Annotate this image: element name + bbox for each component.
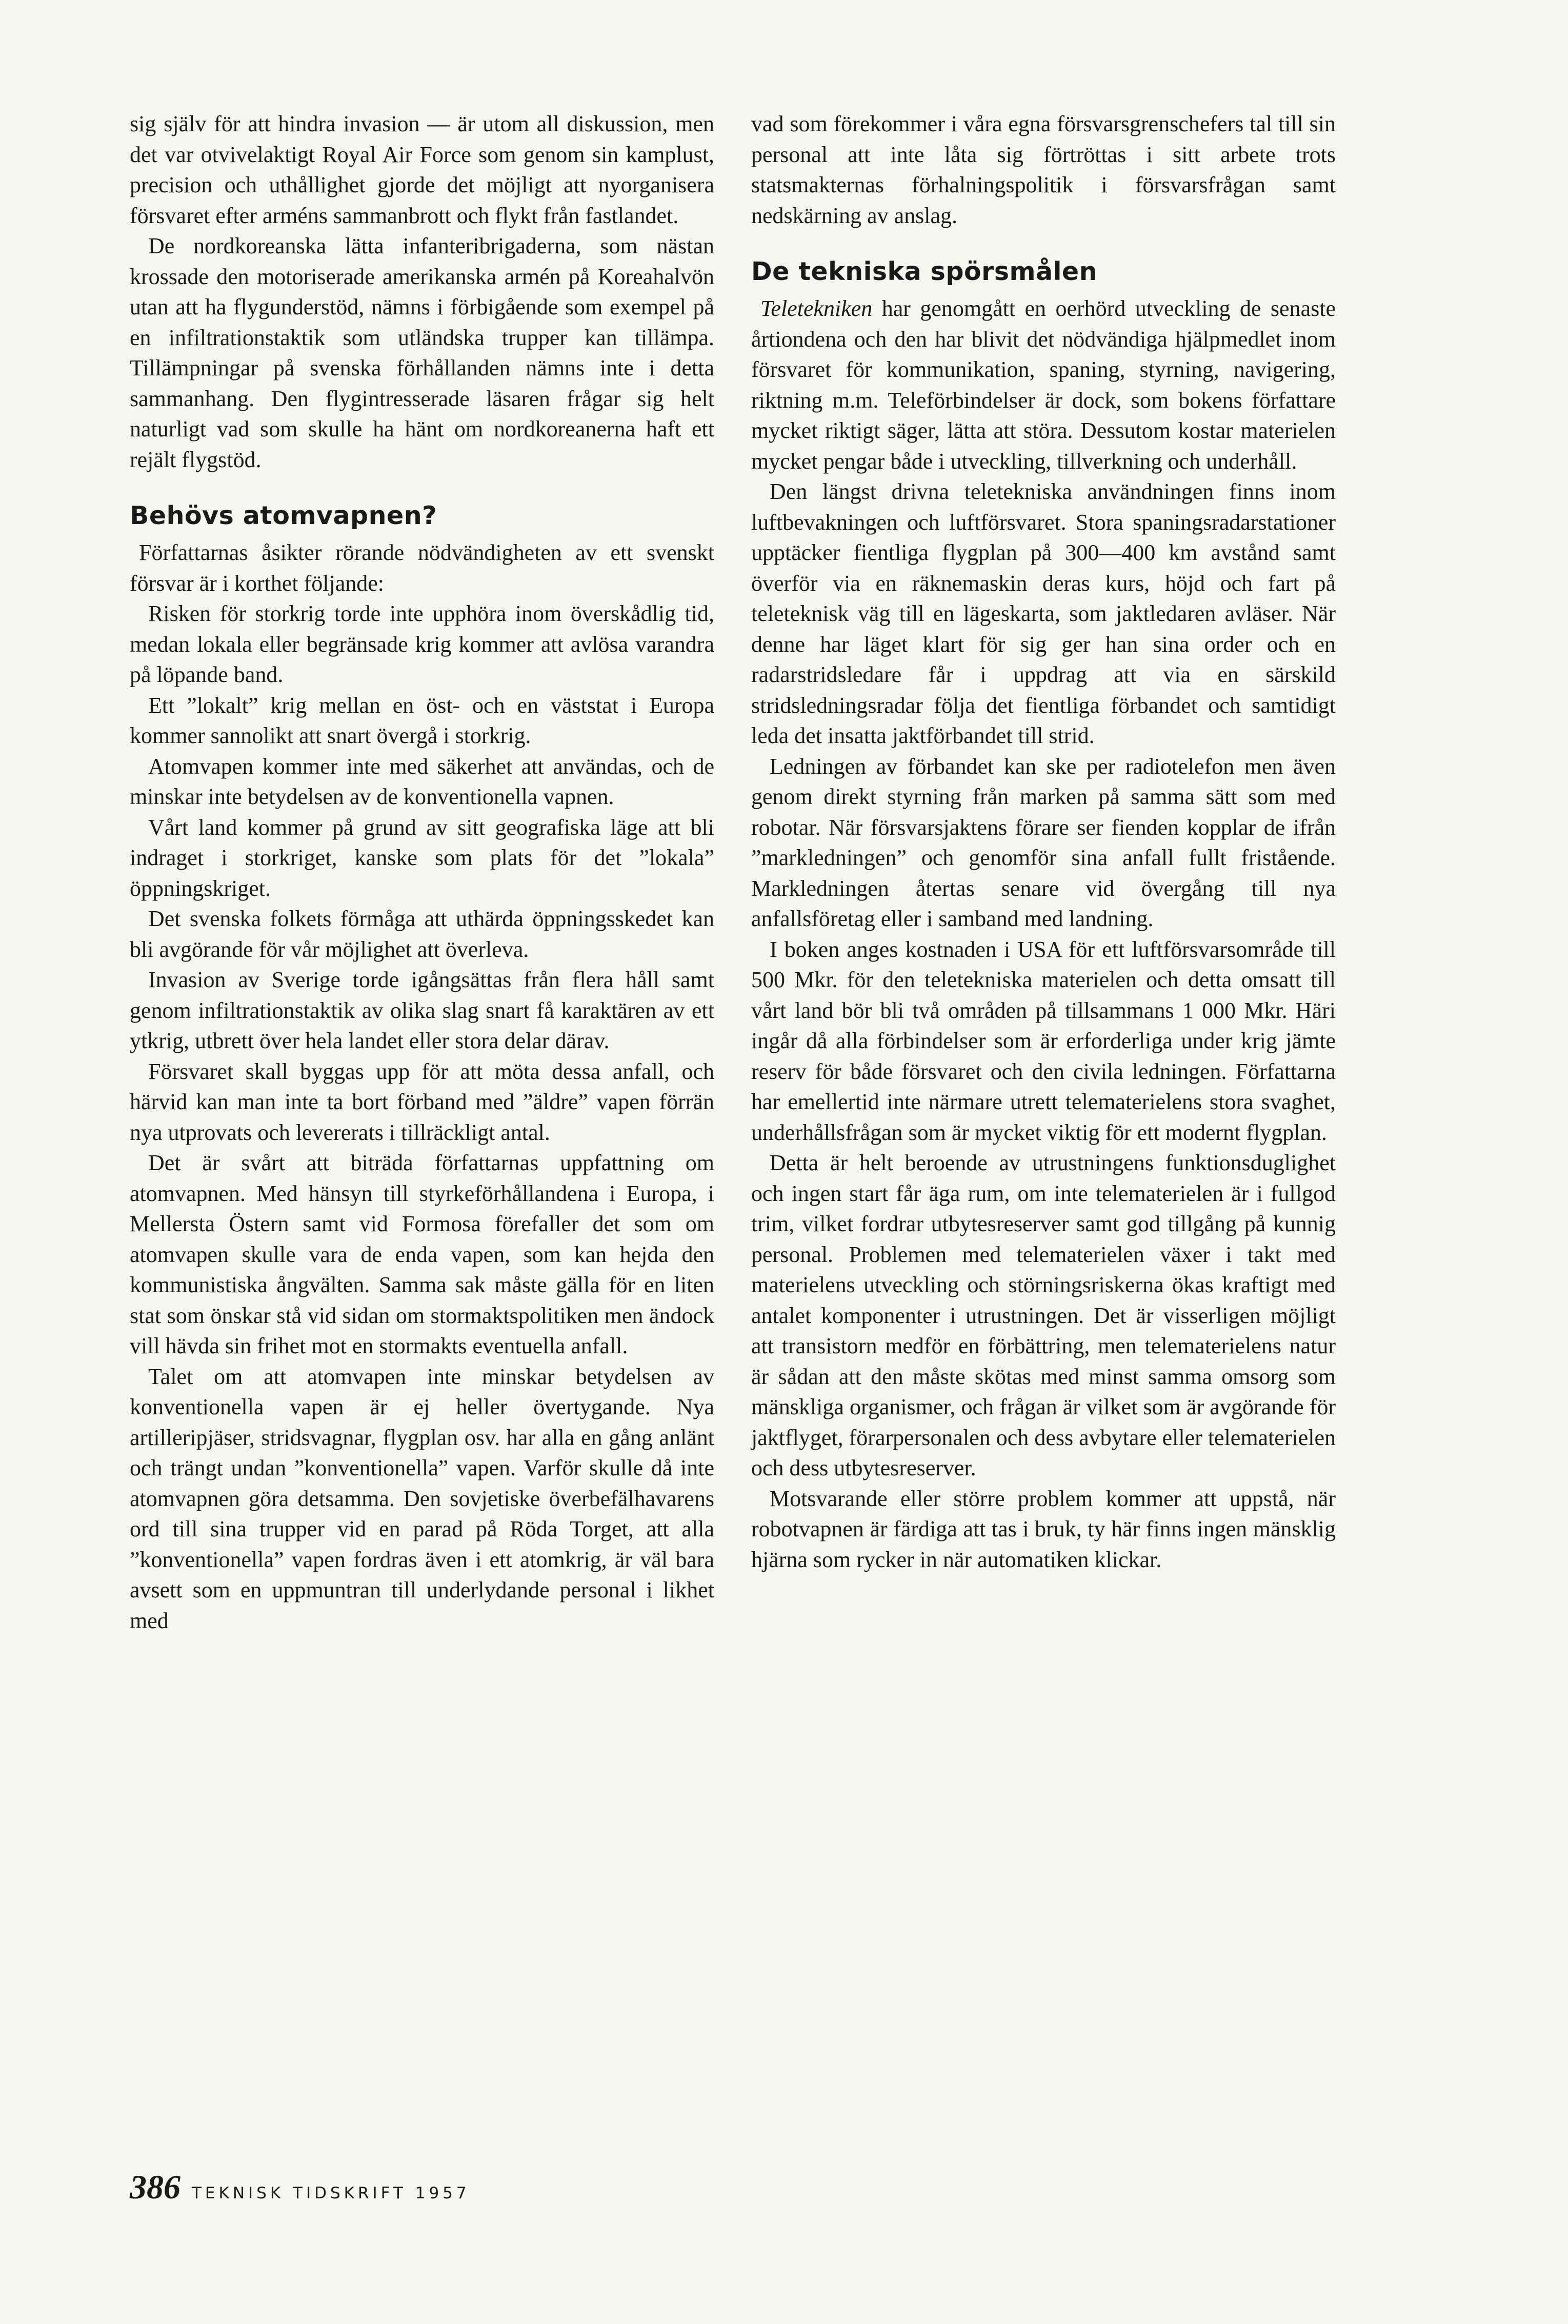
journal-title: TEKNISK TIDSKRIFT 1957: [192, 2184, 470, 2202]
paragraph: sig själv för att hindra invasion — är utom all diskussion, men det var otvivelaktigt Royal Air Force som genom sin kamplust, precision och uthållighet gjorde det möjligt att nyorganisera försvaret efter arméns sammanbrott och flykt från fastlandet.: [130, 111, 714, 228]
paragraph: Detta är helt beroende av utrustningens funktionsduglighet och ingen start får äga rum, om inte telematerielen är i fullgod trim, vilket fordrar utbytesreserver samt god tillgång på kunnig personal. Problemen med telematerielen växer i takt med materielens utveckling och störningsriskerna ökas kraftigt med antalet komponenter i utrustningen. Det är visserligen möjligt att transistorn medför en förbättring, men telematerielens natur är sådan att den måste skötas med minst samma omsorg som mänskliga organismer, och frågan är vilket som är avgörande för jaktflyget, förarpersonalen och dess avbytare eller telematerielen och dess utbytesreserver.: [751, 1150, 1336, 1480]
section-heading-tekniska: De tekniska spörsmålen: [751, 257, 1098, 286]
paragraph: Försvaret skall byggas upp för att möta dessa anfall, och härvid kan man inte ta bort förband med ”äldre” vapen förrän nya utprovats och levererats i tillräckligt antal.: [130, 1058, 714, 1145]
paragraph: Det svenska folkets förmåga att uthärda öppningsskedet kan bli avgörande för vår möjlighet att överleva.: [130, 906, 714, 962]
paragraph-text: har genomgått en oerhörd utveckling de senaste årtiondena och den har blivit det nödvändiga hjälpmedlet inom försvaret för kommunikation, spaning, styrning, navigering, riktning m.m. Teleförbindelser är dock, som bokens författare mycket riktigt säger, lätta att störa. Dessutom kostar materielen mycket pengar både i utveckling, tillverkning och underhåll.: [751, 296, 1336, 474]
paragraph: Motsvarande eller större problem kommer att uppstå, när robotvapnen är färdiga att tas i bruk, ty här finns ingen mänsklig hjärna som rycker in när automatiken klickar.: [751, 1486, 1336, 1572]
paragraph: Ledningen av förbandet kan ske per radiotelefon men även genom direkt styrning från marken på samma sätt som med robotar. När försvarsjaktens förare ser fienden kopplar de ifrån ”markledningen” och genomför sina anfall fullt fristående. Markledningen återtas senare vid övergång till nya anfallsföretag eller i samband med landning.: [751, 753, 1336, 931]
paragraph: Talet om att atomvapen inte minskar betydelsen av konventionella vapen är ej heller övertygande. Nya artilleripjäser, stridsvagnar, flygplan osv. har alla en gång anlänt och trängt undan ”konventionella” vapen. Varför skulle då inte atomvapnen göra detsamma. Den sovjetiske överbefälhavarens ord till sina trupper vid en parad på Röda Torget, att alla ”konventionella” vapen fordras även i ett atomkrig, är väl bara avsett som en uppmuntran till underlydande personal i likhet med: [130, 1364, 714, 1633]
paragraph: Vårt land kommer på grund av sitt geografiska läge att bli indraget i storkriget, kanske som plats för det ”lokala” öppningskriget.: [130, 814, 714, 901]
paragraph: De nordkoreanska lätta infanteribrigaderna, som nästan krossade den motoriserade amerikanska armén på Koreahalvön utan att ha flygunderstöd, nämns i förbigående som exempel på en infiltrationstaktik som utländska trupper kan tillämpa. Tillämpningar på svenska förhållanden nämns inte i detta sammanhang. Den flygintresserade läsaren frågar sig helt naturligt vad som skulle ha hänt om nordkoreanerna haft ett rejält flygstöd.: [130, 233, 714, 472]
section-heading-atomvapnen: Behövs atomvapnen?: [130, 501, 437, 530]
paragraph: Den längst drivna teletekniska användningen finns inom luftbevakningen och luftförsvaret. Stora spaningsradarstationer upptäcker fientliga flygplan på 300—400 km avstånd samt överför via en räknemaskin deras kurs, höjd och fart på teleteknisk väg till en lägeskarta, som jaktledaren avläser. När denne har läget klart för sig ger han sina order och en radarstridsledare får i uppdrag att via en särskild stridsledningsradar följa det fientliga förbandet och samtidigt leda det insatta jaktförbandet till strid.: [751, 479, 1336, 748]
left-column: [130, 109, 714, 1636]
paragraph: Författarnas åsikter rörande nödvändigheten av ett svenskt försvar är i korthet följande:: [130, 540, 714, 596]
italic-term: Teletekniken: [760, 296, 873, 321]
paragraph: I boken anges kostnaden i USA för ett luftförsvarsområde till 500 Mkr. för den teletekniska materielen och detta omsatt till vårt land bör bli två områden på tillsammans 1 000 Mkr. Häri ingår då alla förbindelser som är erforderliga under krig jämte reserv för både försvaret och den civila ledningen. Författarna har emellertid inte närmare utrett telematerielens stora svaghet, underhållsfrågan som är mycket viktig för ett modernt flygplan.: [751, 936, 1336, 1145]
paragraph: Invasion av Sverige torde igångsättas från flera håll samt genom infiltrationstaktik av olika slag snart få karaktären av ett ytkrig, utbrett över hela landet eller stora delar därav.: [130, 967, 714, 1053]
paragraph: Ett ”lokalt” krig mellan en öst- och en väststat i Europa kommer sannolikt att snart övergå i storkrig.: [130, 692, 714, 748]
page-footer: [130, 2168, 470, 2207]
paragraph: Atomvapen kommer inte med säkerhet att användas, och de minskar inte betydelsen av de konventionella vapnen.: [130, 753, 714, 809]
page-number: 386: [130, 2169, 180, 2206]
right-column: [751, 109, 1336, 1575]
paragraph: Risken för storkrig torde inte upphöra inom överskådlig tid, medan lokala eller begränsade krig kommer att avlösa varandra på löpande band.: [130, 601, 714, 687]
paragraph: vad som förekommer i våra egna försvarsgrenschefers tal till sin personal att inte låta sig förtröttas i sitt arbete trots statsmakternas förhalningspolitik i försvarsfrågan samt nedskärning av anslag.: [751, 111, 1336, 228]
paragraph-teletekniken: [751, 293, 1336, 476]
paragraph: Det är svårt att biträda författarnas uppfattning om atomvapnen. Med hänsyn till styrkeförhållandena i Europa, i Mellersta Östern samt vid Formosa förefaller det som om atomvapen skulle vara de enda vapen, som kan hejda den kommunistiska ångvälten. Samma sak måste gälla för en liten stat som önskar stå vid sidan om stormaktspolitiken men ändock vill hävda sin frihet mot en stormakts eventuella anfall.: [130, 1150, 714, 1358]
